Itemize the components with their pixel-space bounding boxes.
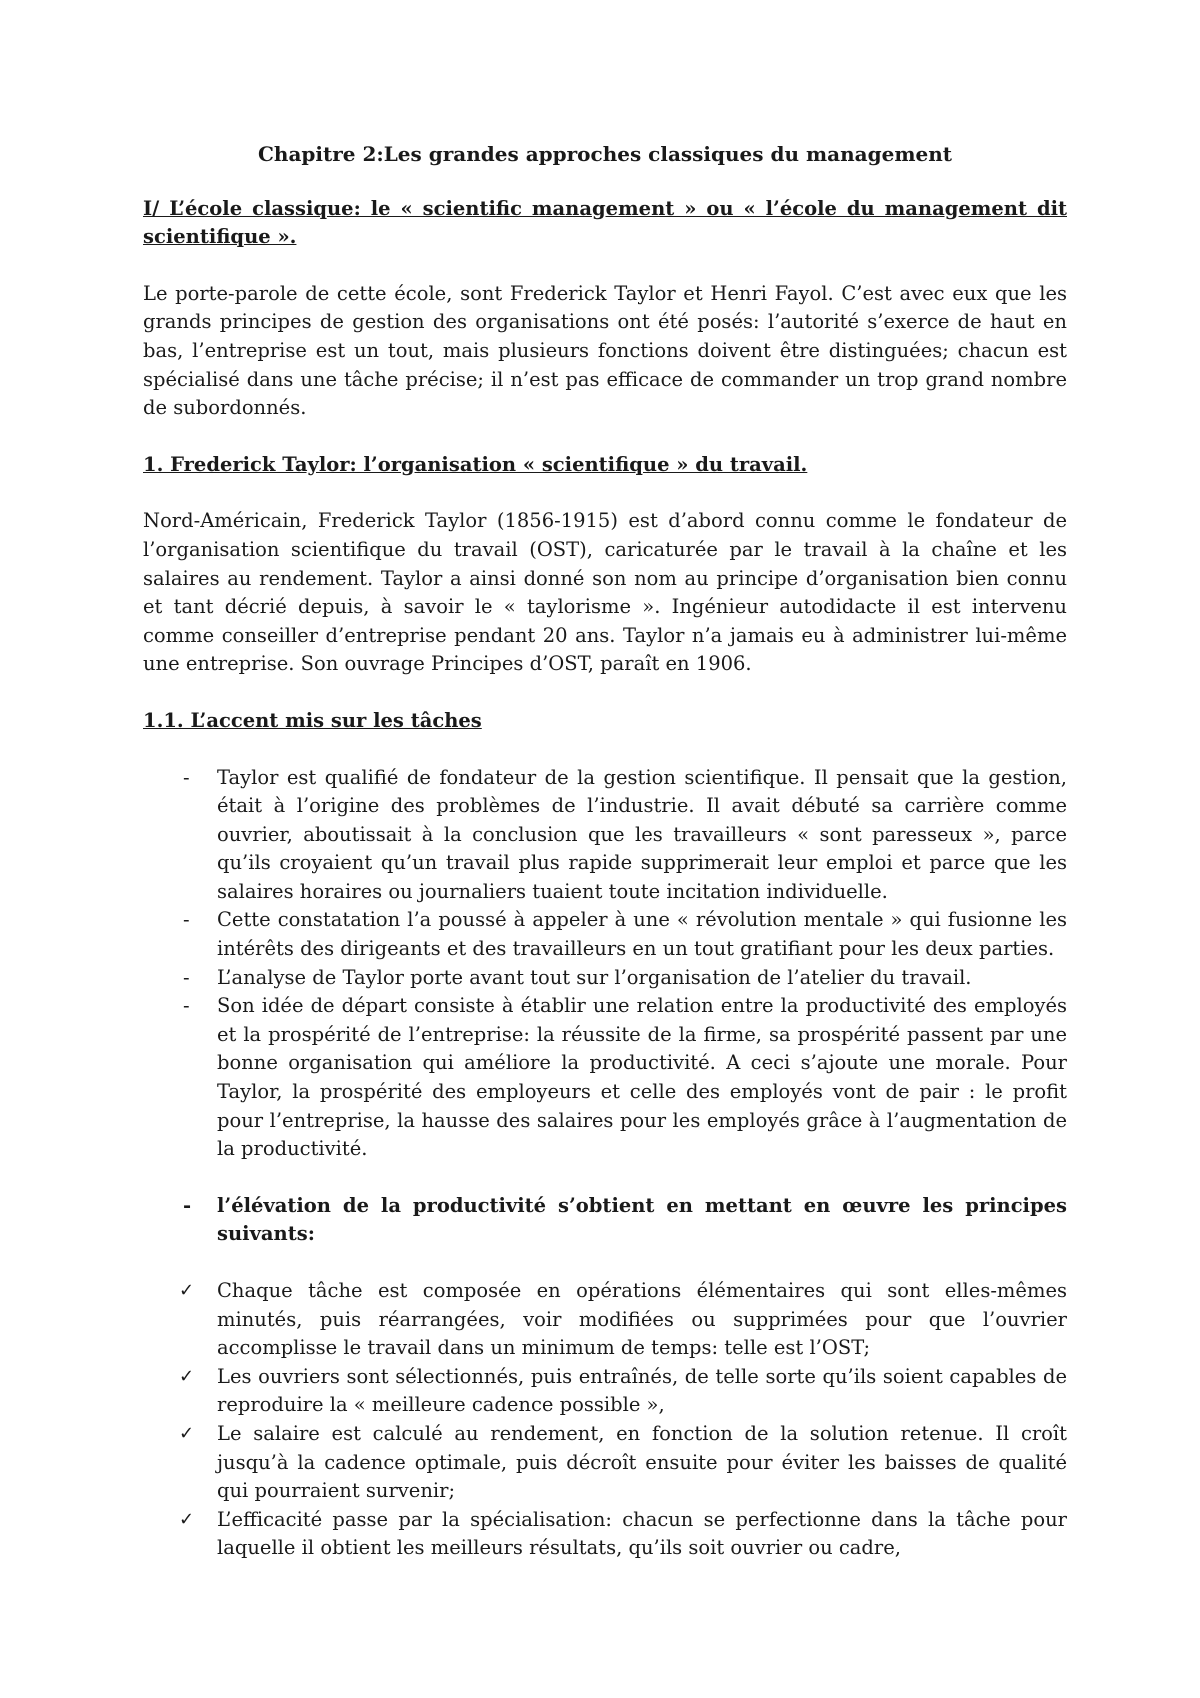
dash-bullet-icon: - [183, 994, 190, 1018]
list-item-text: Cette constatation l’a poussé à appeler à une « révolution mentale » qui fusionne les intérêts des dirigeants et des travailleurs en un tout gratifiant pour les deux parties. [217, 908, 1067, 961]
principles-intro-list [143, 1192, 1067, 1249]
list-item [143, 1420, 1067, 1506]
list-item [143, 764, 1067, 907]
dash-bullet-icon: - [183, 1193, 192, 1217]
section-heading-classical-school: I/ L’école classique: le « scientific management » ou « l’école du management dit scientifique ». [143, 196, 1067, 249]
dash-list [143, 764, 1067, 1164]
list-item-text: Le salaire est calculé au rendement, en fonction de la solution retenue. Il croît jusqu’à la cadence optimale, puis décroît ensuite pour éviter les baisses de qualité qui pourraient survenir; [217, 1421, 1067, 1503]
list-item [143, 992, 1067, 1164]
chapter-title: Chapitre 2:Les grandes approches classiques du management [257, 142, 952, 166]
list-item-text: Son idée de départ consiste à établir une relation entre la productivité des employés et la prospérité de l’entreprise: la réussite de la firme, sa prospérité passent par une bonne organisation qui améliore la productivité. A ceci s’ajoute une morale. Pour Taylor, la prospérité des employeurs et celle des employés vont de pair : le profit pour l’entreprise, la hausse des salaires pour les employés grâce à l’augmentation de la productivité. [217, 994, 1067, 1161]
list-item [143, 906, 1067, 963]
list-item [143, 1506, 1067, 1563]
list-item-bold [143, 1192, 1067, 1249]
document-page [143, 140, 1067, 1563]
checkmark-icon: ✓ [179, 1508, 195, 1530]
checkmark-icon: ✓ [179, 1280, 195, 1301]
checkmark-icon: ✓ [179, 1422, 195, 1444]
list-item [143, 1363, 1067, 1420]
list-item-text: Chaque tâche est composée en opérations élémentaires qui sont elles-mêmes minutés, puis réarrangées, voir modifiées ou supprimées pour que l’ouvrier accomplisse le travail dans un minimum de temps: telle est l’OST; [217, 1279, 1067, 1360]
taylor-paragraph: Nord-Américain, Frederick Taylor (1856-1915) est d’abord connu comme le fondateur de l’organisation scientifique du travail (OST), caricaturée par le travail à la chaîne et les salaires au rendement. Taylor a ainsi donné son nom au principe d’organisation bien connu et tant décrié depuis, à savoir le « taylorisme ». Ingénieur autodidacte il est intervenu comme conseiller d’entreprise pendant 20 ans. Taylor n’a jamais eu à administrer lui-même une entreprise. Son ouvrage Principes d’OST, paraît en 1906. [143, 509, 1067, 676]
checkmark-icon: ✓ [179, 1365, 195, 1387]
list-item [143, 1277, 1067, 1363]
list-item [143, 964, 1067, 993]
dash-bullet-icon: - [183, 965, 190, 989]
check-list [143, 1277, 1067, 1563]
principles-intro-text: l’élévation de la productivité s’obtient en mettant en œuvre les principes suivants: [217, 1193, 1067, 1246]
dash-bullet-icon: - [183, 908, 190, 932]
list-item-text: L’analyse de Taylor porte avant tout sur l’organisation de l’atelier du travail. [217, 965, 972, 989]
list-item-text: Les ouvriers sont sélectionnés, puis entraînés, de telle sorte qu’ils soient capables de reproduire la « meilleure cadence possible », [217, 1364, 1067, 1417]
list-item-text: L’efficacité passe par la spécialisation: chacun se perfectionne dans la tâche pour laquelle il obtient les meilleurs résultats, qu’ils soit ouvrier ou cadre, [217, 1507, 1067, 1560]
dash-bullet-icon: - [183, 765, 190, 789]
subsection-heading-tasks: 1.1. L’accent mis sur les tâches [143, 708, 482, 732]
subsection-heading-taylor: 1. Frederick Taylor: l’organisation « scientifique » du travail. [143, 452, 808, 476]
intro-paragraph: Le porte-parole de cette école, sont Frederick Taylor et Henri Fayol. C’est avec eux que les grands principes de gestion des organisations ont été posés: l’autorité s’exerce de haut en bas, l’entreprise est un tout, mais plusieurs fonctions doivent être distinguées; chacun est spécialisé dans une tâche précise; il n’est pas efficace de commander un trop grand nombre de subordonnés. [143, 281, 1067, 420]
list-item-text: Taylor est qualifié de fondateur de la gestion scientifique. Il pensait que la gestion, était à l’origine des problèmes de l’industrie. Il avait débuté sa carrière comme ouvrier, aboutissait à la conclusion que les travailleurs « sont paresseux », parce qu’ils croyaient qu’un travail plus rapide supprimerait leur emploi et parce que les salaires horaires ou journaliers tuaient toute incitation individuelle. [217, 765, 1067, 903]
